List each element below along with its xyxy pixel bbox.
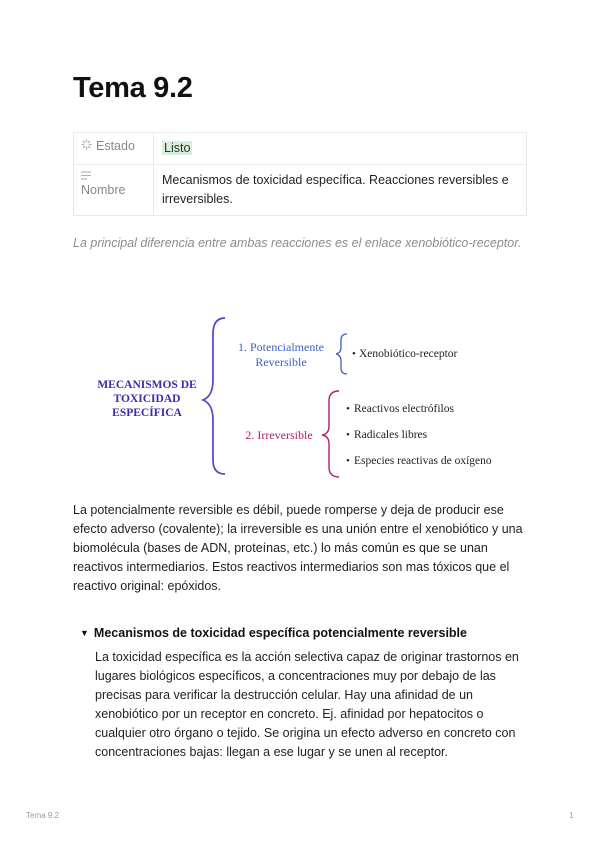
diagram-root-line: ESPECÍFICA <box>112 407 182 419</box>
branch2-item: Radicales libres <box>354 429 428 441</box>
branch1-item: Xenobiótico-receptor <box>359 348 458 360</box>
body-paragraph: La potencialmente reversible es débil, puede romperse y deja de producir ese efecto adverso (covalente); la irreversible es una unión entre el xenobiótico y una biomolécula (bases de ADN, proteínas, etc.) lo más común es que se unan reactivos intermediarios. Estos reactivos intermediarios son mas tóxicos que el reactivo original: epóxidos. <box>73 503 523 593</box>
branch2-brace <box>322 391 339 477</box>
toggle-content: La toxicidad específica es la acción selectiva capaz de originar trastornos en lugares biológicos específicos, a concentraciones muy por debajo de las precisas para verificar la destrucción celular. Hay una afinidad de un xenobiótico por un receptor en concreto. Ej. afinidad por hepatocitos o cualquier otro órgano o tejido. Se origina un efecto adverso en concreto con concentraciones bajas: llegan a ese lugar y se unen al receptor. <box>95 650 519 759</box>
footer-page-title: Tema 9.2 <box>26 811 59 820</box>
caret-down-icon[interactable]: ▼ <box>80 628 89 638</box>
property-row-estado[interactable] <box>74 133 527 165</box>
property-value-cell[interactable] <box>154 133 527 165</box>
bullet-dot: • <box>352 348 356 360</box>
toggle-title[interactable]: Mecanismos de toxicidad específica potencialmente reversible <box>93 626 467 640</box>
property-row-nombre[interactable] <box>74 165 527 216</box>
toggle-header[interactable] <box>80 626 467 640</box>
page-title: Tema 9.2 <box>73 72 193 104</box>
bullet-dot: • <box>346 403 350 415</box>
property-value-cell[interactable]: Mecanismos de toxicidad específica. Reacciones reversibles e irreversibles. <box>154 165 527 216</box>
branch2-label: 2. Irreversible <box>245 428 313 442</box>
diagram-root-line: MECANISMOS DE <box>97 379 197 391</box>
diagram-root-line: TOXICIDAD <box>113 393 181 405</box>
property-name: Nombre <box>81 183 126 197</box>
property-name-cell <box>74 165 154 216</box>
text-lines-icon <box>81 171 149 183</box>
property-name: Estado <box>96 139 135 153</box>
main-brace <box>203 318 225 474</box>
branch1-brace <box>336 334 347 374</box>
properties-table <box>73 132 527 216</box>
mechanisms-diagram <box>73 304 513 479</box>
bullet-dot: • <box>346 455 350 467</box>
quote-text: La principal diferencia entre ambas reacciones es el enlace xenobiótico-receptor. <box>73 236 522 250</box>
branch2-item: Especies reactivas de oxígeno <box>354 455 492 467</box>
loader-icon <box>81 139 92 153</box>
footer-page-number: 1 <box>569 811 574 820</box>
branch1-label-line: 1. Potencialmente <box>238 340 324 354</box>
branch1-label-line: Reversible <box>255 355 307 369</box>
status-badge[interactable]: Listo <box>164 141 191 155</box>
branch2-item: Reactivos electrófilos <box>354 403 454 415</box>
property-name-cell <box>74 133 154 165</box>
bullet-dot: • <box>346 429 350 441</box>
